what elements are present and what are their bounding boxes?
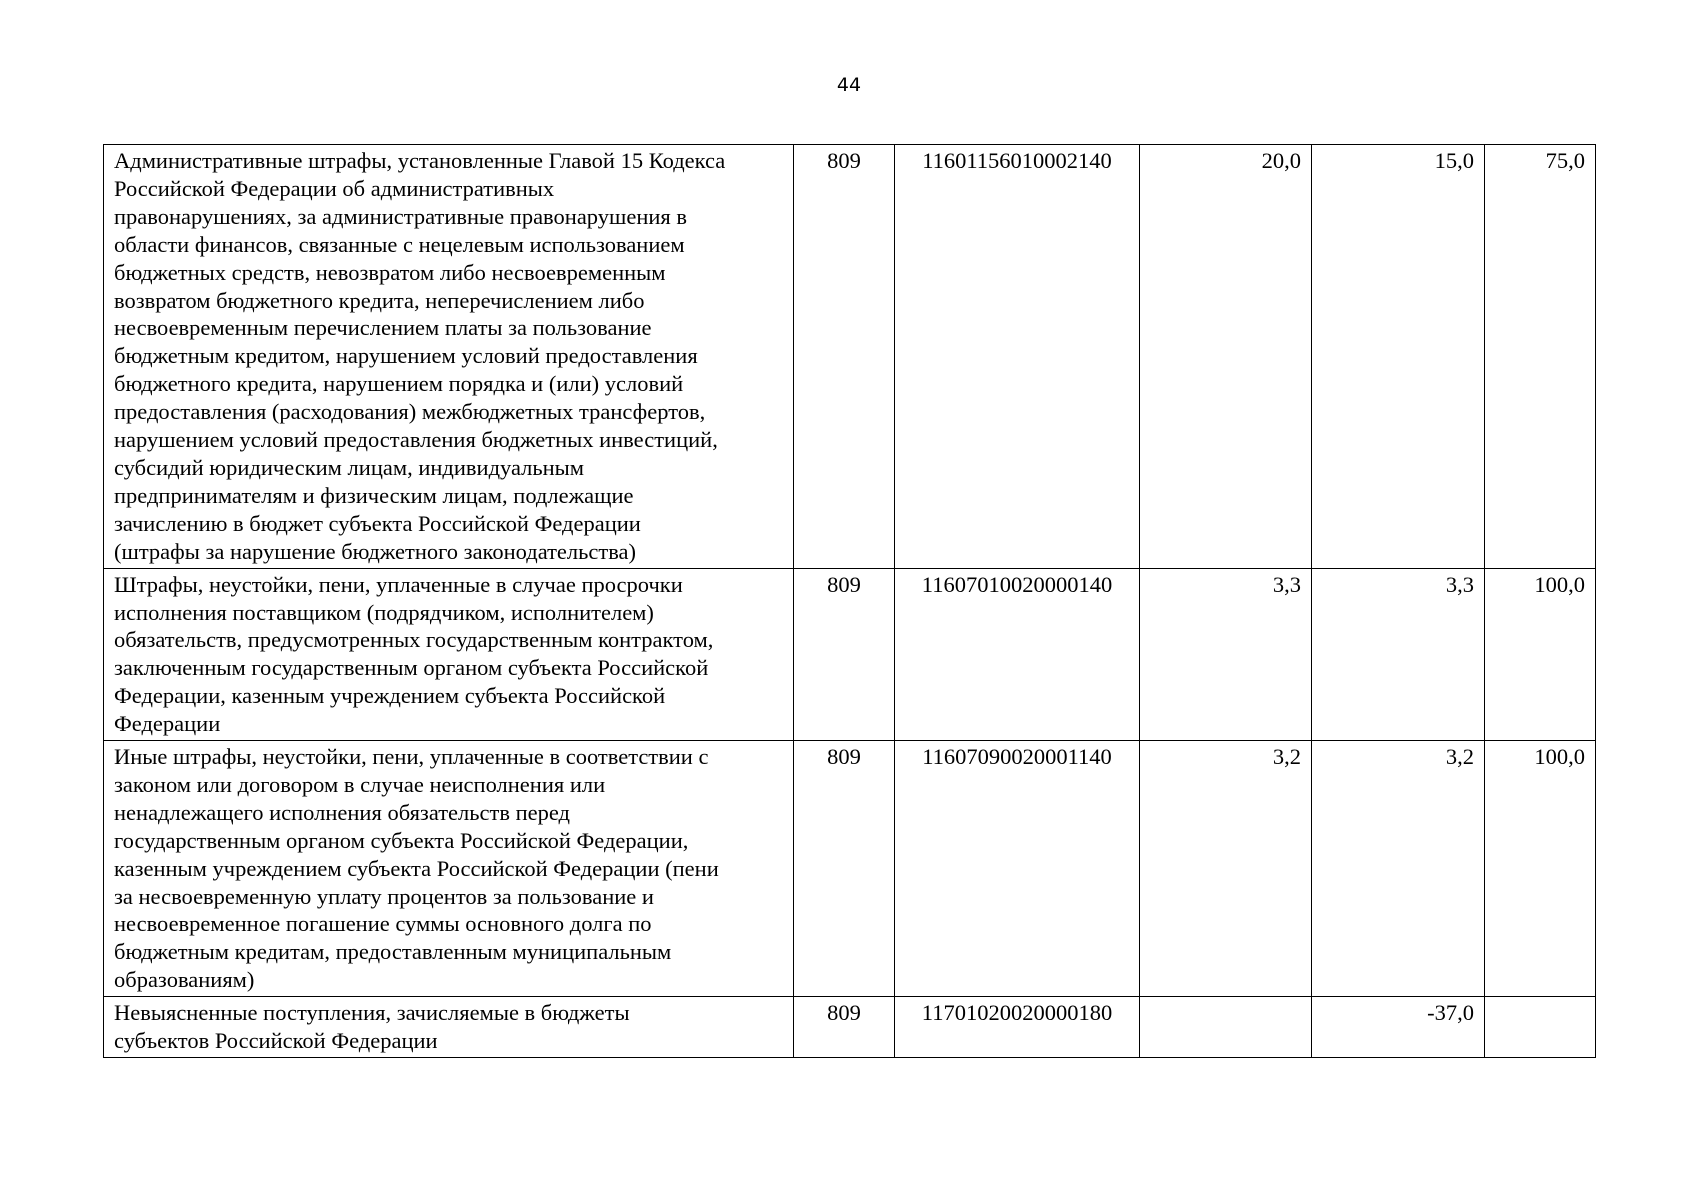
description-line: исполнения поставщиком (подрядчиком, исполнителем) — [114, 599, 654, 625]
kbk-code-cell: 11601156010002140 — [895, 145, 1140, 569]
description-line: Штрафы, неустойки, пени, уплаченные в случае просрочки — [114, 571, 683, 597]
kbk-code-cell: 11607090020001140 — [895, 741, 1140, 997]
description-line: государственным органом субъекта Российской Федерации, — [114, 827, 689, 853]
admin-code-cell: 809 — [794, 741, 895, 997]
admin-code-cell: 809 — [794, 997, 895, 1058]
plan-cell: 3,2 — [1140, 741, 1312, 997]
description-line: обязательств, предусмотренных государственным контрактом, — [114, 627, 714, 653]
description-line: субсидий юридическим лицам, индивидуальным — [114, 454, 585, 480]
plan-cell: 20,0 — [1140, 145, 1312, 569]
actual-cell: 3,3 — [1312, 568, 1485, 740]
description-line: правонарушениях, за административные правонарушения в — [114, 203, 688, 229]
description-line: несвоевременным перечислением платы за пользование — [114, 315, 652, 341]
percent-cell: 75,0 — [1485, 145, 1596, 569]
row-description — [104, 997, 794, 1058]
description-line: за несвоевременную уплату процентов за пользование и — [114, 883, 654, 909]
description-line: Федерации — [114, 711, 221, 737]
description-line: Федерации, казенным учреждением субъекта Российской — [114, 683, 666, 709]
row-description — [104, 568, 794, 740]
percent-cell: 100,0 — [1485, 568, 1596, 740]
admin-code-cell: 809 — [794, 145, 895, 569]
kbk-code-cell: 11701020020000180 — [895, 997, 1140, 1058]
row-description — [104, 741, 794, 997]
description-line: ненадлежащего исполнения обязательств перед — [114, 799, 571, 825]
description-line: бюджетных средств, невозвратом либо несвоевременным — [114, 259, 666, 285]
description-line: образованиям) — [114, 967, 255, 993]
actual-cell: 15,0 — [1312, 145, 1485, 569]
description-line: зачислению в бюджет субъекта Российской Федерации — [114, 510, 641, 536]
description-line: бюджетным кредитам, предоставленным муниципальным — [114, 939, 672, 965]
description-line: несвоевременное погашение суммы основного долга по — [114, 911, 652, 937]
table-row — [104, 568, 1596, 740]
description-line: бюджетным кредитом, нарушением условий предоставления — [114, 343, 698, 369]
percent-cell: 100,0 — [1485, 741, 1596, 997]
description-line: (штрафы за нарушение бюджетного законодательства) — [114, 538, 637, 564]
table-row — [104, 145, 1596, 569]
description-line: предоставления (расходования) межбюджетных трансфертов, — [114, 399, 706, 425]
row-description — [104, 145, 794, 569]
plan-cell: 3,3 — [1140, 568, 1312, 740]
admin-code-cell: 809 — [794, 568, 895, 740]
revenue-table — [103, 144, 1596, 1058]
description-line: бюджетного кредита, нарушением порядка и (или) условий — [114, 371, 684, 397]
description-line: законом или договором в случае неисполнения или — [114, 771, 606, 797]
page-number: 44 — [836, 74, 862, 96]
table-row — [104, 997, 1596, 1058]
description-line: возвратом бюджетного кредита, неперечислением либо — [114, 287, 645, 313]
description-line: предпринимателям и физическим лицам, подлежащие — [114, 482, 634, 508]
description-line: нарушением условий предоставления бюджетных инвестиций, — [114, 427, 718, 453]
description-line: области финансов, связанные с нецелевым использованием — [114, 231, 685, 257]
description-line: Российской Федерации об административных — [114, 175, 555, 201]
description-line: субъектов Российской Федерации — [114, 1028, 438, 1054]
kbk-code-cell: 11607010020000140 — [895, 568, 1140, 740]
description-line: Иные штрафы, неустойки, пени, уплаченные в соответствии с — [114, 744, 709, 770]
actual-cell: 3,2 — [1312, 741, 1485, 997]
description-line: Невыясненные поступления, зачисляемые в бюджеты — [114, 1000, 630, 1026]
plan-cell — [1140, 997, 1312, 1058]
actual-cell: -37,0 — [1312, 997, 1485, 1058]
table-row — [104, 741, 1596, 997]
percent-cell — [1485, 997, 1596, 1058]
description-line: казенным учреждением субъекта Российской Федерации (пени — [114, 855, 719, 881]
description-line: заключенным государственным органом субъекта Российской — [114, 655, 709, 681]
description-line: Административные штрафы, установленные Главой 15 Кодекса — [114, 148, 726, 173]
